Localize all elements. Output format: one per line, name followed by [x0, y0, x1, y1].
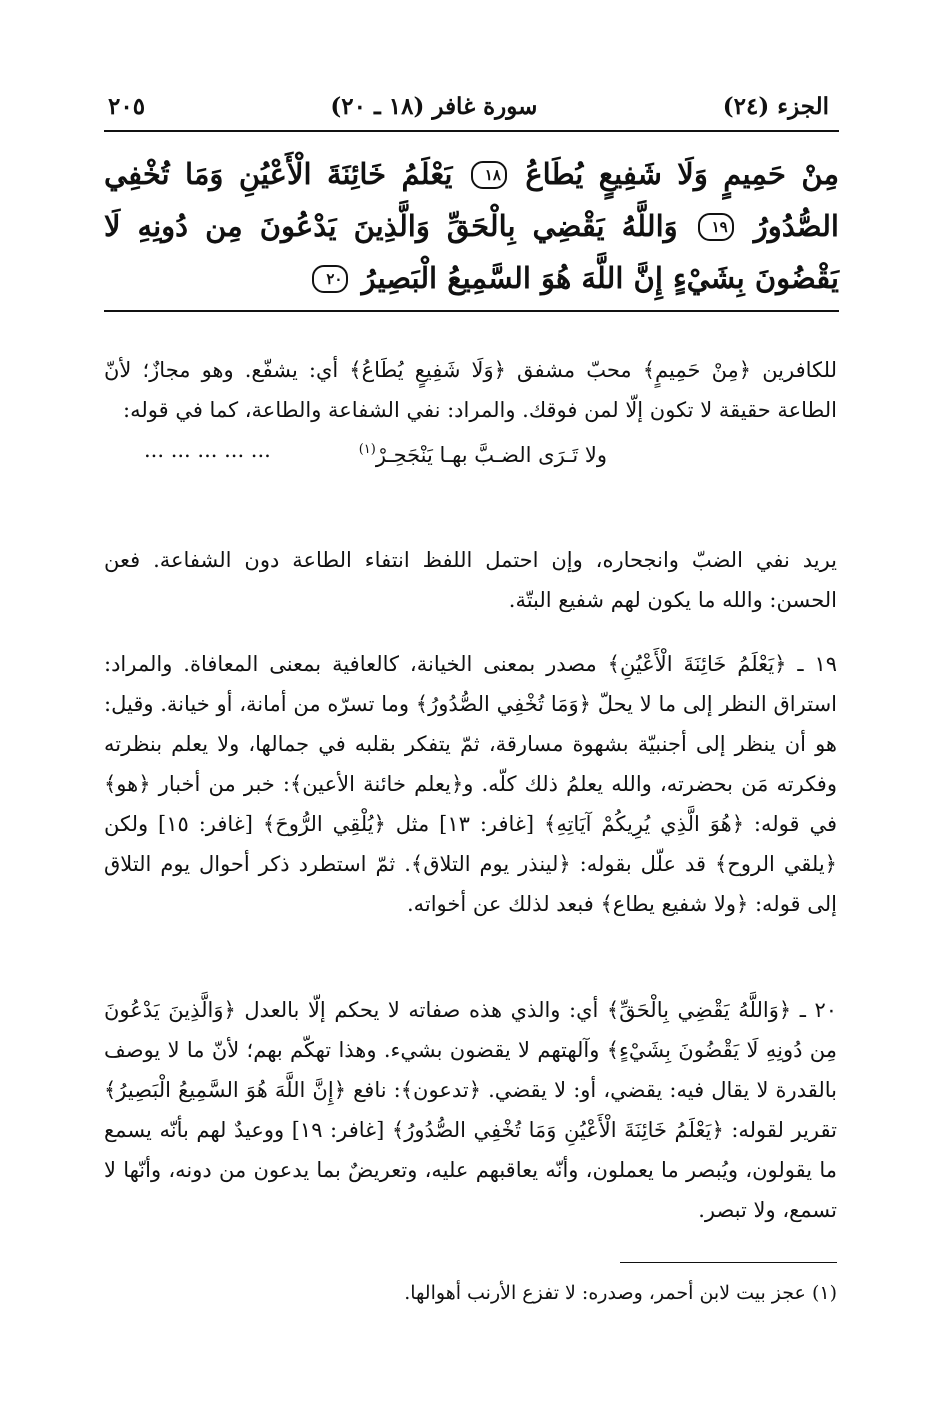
page-number: ٢٠٥	[108, 92, 146, 120]
verses-rule	[104, 310, 839, 312]
commentary-block-1	[104, 350, 837, 475]
quran-verses	[104, 148, 839, 304]
footnote-marker: (١)	[811, 1282, 837, 1304]
verse-text-19: يَعْلَمُ خَائِنَةَ الْأَعْيُنِ وَمَا تُخْفِي الصُّدُورُ	[104, 157, 839, 243]
surah-title: سورة غافر (١٨ ـ ٢٠)	[330, 92, 538, 120]
verse-number-19: ١٩	[698, 213, 734, 241]
poem-ellipsis: ... ... ... ... ...	[144, 438, 271, 462]
poem-line	[104, 430, 837, 475]
verse-number-18: ١٨	[471, 161, 507, 189]
verse-number-20: ٢٠	[312, 265, 348, 293]
commentary-paragraph-20: ٢٠ ـ ﴿وَاللَّهُ يَقْضِي بِالْحَقِّ﴾ أي: والذي هذه صفاته لا يحكم إلّا بالعدل ﴿وَالَّذِينَ يَدْعُونَ مِن دُونِهِ لَا يَقْضُونَ بِشَيْءٍ﴾ وآلهتهم لا يقضون بشيء. وهذا تهكّم بهم؛ لأنّ ما لا يوصف بالقدرة لا يقال فيه: يقضي، أو: لا يقضي. ﴿تدعون﴾: نافع ﴿إِنَّ اللَّهَ هُوَ السَّمِيعُ الْبَصِيرُ﴾ تقرير لقوله: ﴿يَعْلَمُ خَائِنَةَ الْأَعْيُنِ وَمَا تُخْفِي الصُّدُورُ﴾ [غافر: ١٩] ووعيدٌ لهم بأنّه يسمع ما يقولون، ويُبصر ما يعملون، وأنّه يعاقبهم عليه، وتعريضٌ بما يدعون من دونه، وأنّها لا تسمع، ولا تبصر.	[104, 998, 837, 1222]
commentary-paragraph-19: ١٩ ـ ﴿يَعْلَمُ خَائِنَةَ الْأَعْيُنِ﴾ مصدر بمعنى الخيانة، كالعافية بمعنى المعافاة. والمراد: استراق النظر إلى ما لا يحلّ ﴿وَمَا تُخْفِي الصُّدُورُ﴾ وما تسرّه من أمانة، أو خيانة. وقيل: هو أن ينظر إلى أجنبيّة بشهوة مسارقة، ثمّ يتفكر بقلبه في جمالها، ولا يعلم بنظرته وفكرته مَن بحضرته، والله يعلمُ ذلك كلّه. و﴿يعلم خائنة الأعين﴾: خبر من أخبار ﴿هو﴾ في قوله: ﴿هُوَ الَّذِي يُرِيكُمْ آيَاتِهِ﴾ [غافر: ١٣] مثل ﴿يُلْقِي الرُّوحَ﴾ [غافر: ١٥] ولكن ﴿يلقي الروح﴾ قد علّل بقوله: ﴿لينذر يوم التلاق﴾. ثمّ استطرد ذكر أحوال يوم التلاق إلى قوله: ﴿ولا شفيع يطاع﴾ فبعد لذلك عن أخواته.	[104, 652, 837, 916]
footnote-ref: (١)	[358, 442, 376, 457]
verse-text-18: مِنْ حَمِيمٍ وَلَا شَفِيعٍ يُطَاعُ	[525, 157, 839, 191]
commentary-block-4	[104, 990, 837, 1230]
header-rule	[104, 130, 839, 132]
verse-text-20: وَاللَّهُ يَقْضِي بِالْحَقِّ وَالَّذِينَ يَدْعُونَ مِن دُونِهِ لَا يَقْضُونَ بِشَيْءٍ إِنَّ اللَّهَ هُوَ السَّمِيعُ الْبَصِيرُ	[104, 209, 839, 295]
footnote-rule	[620, 1262, 837, 1263]
commentary-block-2	[104, 540, 837, 620]
footnote	[104, 1278, 837, 1308]
footnote-text: عجز بيت لابن أحمر، وصدره: لا تفزع الأرنب أهوالها.	[404, 1282, 806, 1304]
part-label: الجزء (٢٤)	[722, 92, 829, 120]
poem-verse: ولا تَـرَى الضـبَّ بهـا يَنْجَحِـرْ$^{(١)}$	[358, 442, 607, 467]
commentary-block-3	[104, 644, 837, 924]
page-header	[108, 88, 829, 124]
commentary-paragraph: يريد نفي الضبّ وانجحاره، وإن احتمل اللفظ انتفاء الطاعة دون الشفاعة. فعن الحسن: والله ما يكون لهم شفيع البتّة.	[104, 548, 837, 612]
commentary-paragraph: للكافرين ﴿مِنْ حَمِيمٍ﴾ محبّ مشفق ﴿وَلَا شَفِيعٍ يُطَاعُ﴾ أي: يشفّع. وهو مجازٌ؛ لأنّ الطاعة حقيقة لا تكون إلّا لمن فوقك. والمراد: نفي الشفاعة والطاعة، كما في قوله:	[104, 358, 837, 422]
